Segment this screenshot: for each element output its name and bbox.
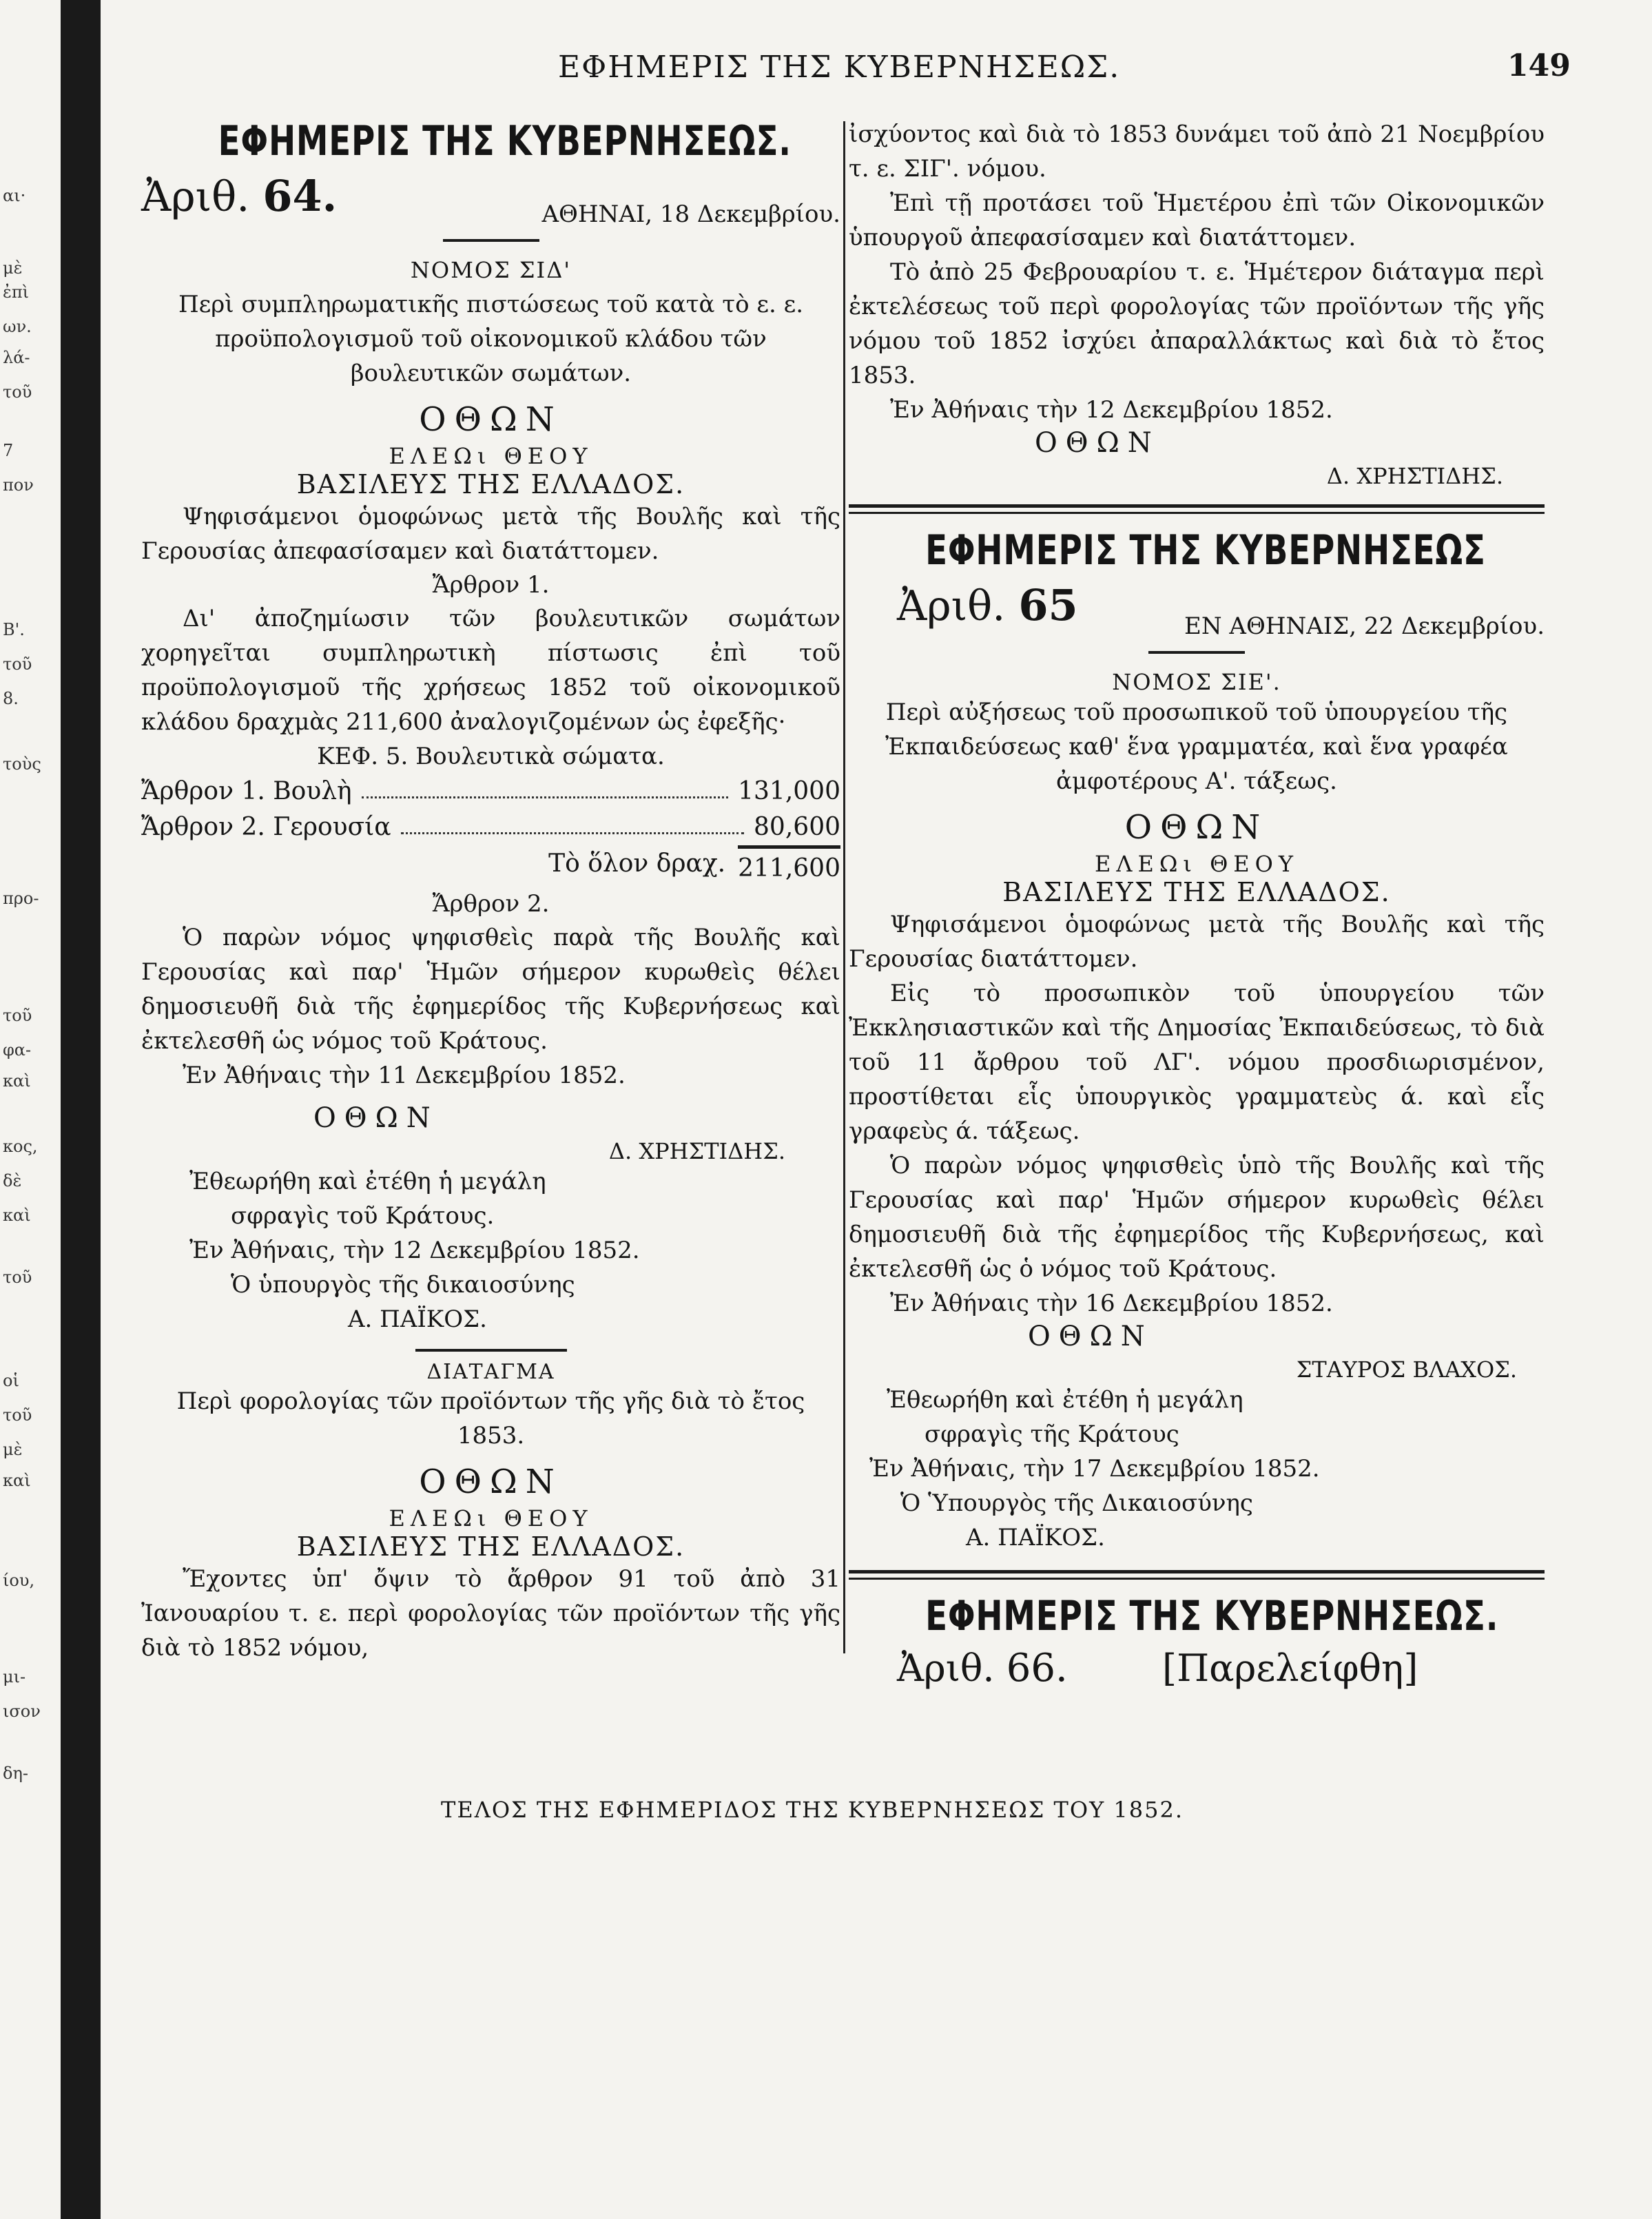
seal-date: Ἐν Ἀθήναις, τὴν 17 Δεκεμβρίου 1852.	[869, 1455, 1320, 1483]
margin-fragment: τοῦ	[3, 654, 32, 674]
section-rule	[849, 1570, 1545, 1580]
page-number: 149	[1507, 48, 1571, 83]
article-2-title: Ἄρθρον 2.	[432, 890, 550, 918]
seal-line-2: σφραγὶς τῆς Κράτους	[925, 1421, 1179, 1448]
king-title: ΒΑΣΙΛΕΥΣ ΤΗΣ ΕΛΛΑΔΟΣ.	[1002, 877, 1391, 907]
article-1-text: Δι' ἀποζημίωσιν τῶν βουλευτικῶν σωμάτων χορηγεῖται συμπληρωτικὴ πίστωσις ἐπὶ τοῦ προϋπολογισμοῦ τῆς χρήσεως 1852 τοῦ οἰκονομικοῦ κλάδου δραχμὰς 211,600 ἀναλογιζομένων ὡς ἐφεξῆς·	[141, 605, 840, 736]
chapter-heading: ΚΕΦ. 5. Βουλευτικὰ σώματα.	[317, 743, 665, 770]
margin-fragment: καὶ	[3, 1071, 31, 1091]
law-paragraph: Εἰς τὸ προσωπικὸν τοῦ ὑπουργείου τῶν Ἐκκλησιαστικῶν καὶ τῆς Δημοσίας Ἐκπαιδεύσεως, τὸ διὰ τοῦ 11 ἄρθρου τοῦ ΛΓ'. νόμου προσδιωρισμένον, προστίθεται εἷς ὑπουργικὸς γραμματεὺς ά. καὶ εἷς γραφεὺς ά. τάξεως.	[849, 980, 1545, 1145]
margin-fragment: τοὺς	[3, 754, 41, 774]
minister-signature: Δ. ΧΡΗΣΤΙΔΗΣ.	[1326, 463, 1503, 489]
masthead-64: ΕΦΗΜΕΡΙΣ ΤΗΣ ΚΥΒΕΡΝΗΣΕΩΣ.	[218, 117, 792, 165]
dateline-64: ΑΘΗΝΑΙ, 18 Δεκεμβρίου.	[541, 200, 840, 228]
book-binding-shadow	[61, 0, 101, 2219]
margin-fragment: καὶ	[3, 1206, 31, 1225]
budget-row-label: Ἄρθρον 2. Γερουσία	[141, 813, 391, 841]
margin-fragment: τοῦ	[3, 382, 32, 402]
seal-name: Α. ΠΑΪΚΟΣ.	[348, 1305, 487, 1333]
margin-fragment: προ-	[3, 889, 39, 908]
preamble: Ψηφισάμενοι ὁμοφώνως μετὰ τῆς Βουλῆς καὶ τῆς Γερουσίας διατάττομεν.	[849, 911, 1545, 973]
budget-row-amount: 131,000	[738, 777, 840, 805]
issue-label: Ἀριθ.	[897, 1647, 995, 1690]
issue-number-66	[897, 1646, 1545, 1691]
margin-fragment: λά-	[3, 348, 30, 367]
king-name: ΟΘΩΝ	[419, 400, 563, 439]
budget-total	[141, 845, 840, 887]
total-amount: 211,600	[738, 845, 840, 887]
divider	[443, 239, 539, 242]
margin-fragment: οἱ	[3, 1371, 19, 1390]
margin-fragment: μὲ	[3, 258, 23, 278]
law-subject-214: Περὶ συμπληρωματικῆς πιστώσεως τοῦ κατὰ τὸ ε. ε. προϋπολογισμοῦ τοῦ οἰκονομικοῦ κλάδου τῶν βουλευτικῶν σωμάτων.	[178, 291, 804, 387]
king-title: ΒΑΣΙΛΕΥΣ ΤΗΣ ΕΛΛΑΔΟΣ.	[296, 1531, 685, 1562]
margin-fragment: Β'.	[3, 620, 25, 639]
minister-signature: ΣΤΑΥΡΟΣ ΒΛΑΧΟΣ.	[1296, 1356, 1517, 1383]
section-rule	[849, 504, 1545, 514]
seal-role: Ὁ Ὑπουργὸς τῆς Δικαιοσύνης	[900, 1489, 1253, 1517]
margin-fragment: 8.	[3, 689, 19, 708]
law-paragraph: Ὁ παρὼν νόμος ψηφισθεὶς ὑπὸ τῆς Βουλῆς καὶ τῆς Γερουσίας καὶ παρ' Ἡμῶν σήμερον κυρωθεὶς θέλει δημοσιευθῆ διὰ τῆς ἐφημερίδος τῆς Κυβερνήσεως, καὶ ἐκτελεσθῆ ὡς ὁ νόμος τοῦ Κράτους.	[849, 1152, 1545, 1283]
margin-fragment: καὶ	[3, 1471, 31, 1490]
end-of-gazette-note: ΤΕΛΟΣ ΤΗΣ ΕΦΗΜΕΡΙΔΟΣ ΤΗΣ ΚΥΒΕΡΝΗΣΕΩΣ ΤΟΥ 1852.	[441, 1797, 1184, 1823]
given-date: Ἐν Ἀθήναις τὴν 11 Δεκεμβρίου 1852.	[183, 1062, 626, 1089]
given-date: Ἐν Ἀθήναις τὴν 16 Δεκεμβρίου 1852.	[890, 1290, 1333, 1317]
dot-leader	[362, 774, 729, 798]
margin-fragment: φα-	[3, 1040, 32, 1060]
seal-line-1: Ἐθεωρήθη καὶ ἐτέθη ἡ μεγάλη	[189, 1168, 546, 1195]
continuation-text: Ἐπὶ τῇ προτάσει τοῦ Ἡμετέρου ἐπὶ τῶν Οἰκονομικῶν ὑπουργοῦ ἀπεφασίσαμεν καὶ διατάττομεν.	[849, 189, 1545, 251]
margin-fragment: αι·	[3, 186, 26, 205]
article-1-title: Ἄρθρον 1.	[432, 571, 550, 599]
masthead-66: ΕΦΗΜΕΡΙΣ ΤΗΣ ΚΥΒΕΡΝΗΣΕΩΣ.	[925, 1592, 1499, 1640]
budget-row	[141, 809, 840, 845]
margin-fragment: μὲ	[3, 1440, 23, 1459]
law-title-214: ΝΟΜΟΣ ΣΙΔ'	[410, 257, 572, 283]
seal-role: Ὁ ὑπουργὸς τῆς δικαιοσύνης	[231, 1271, 575, 1299]
masthead-65: ΕΦΗΜΕΡΙΣ ΤΗΣ ΚΥΒΕΡΝΗΣΕΩΣ	[925, 526, 1486, 575]
issue-label: Ἀριθ.	[897, 582, 1006, 630]
by-grace-of-god: ΕΛΕΩι ΘΕΟΥ	[1094, 851, 1299, 877]
left-column	[141, 117, 840, 1665]
omitted-note: [Παρελείφθη]	[1162, 1647, 1418, 1690]
margin-fragment: 7	[3, 441, 14, 460]
continuation-text: Τὸ ἀπὸ 25 Φεβρουαρίου τ. ε. Ἡμέτερον διάταγμα περὶ ἐκτελέσεως τοῦ περὶ φορολογίας τῶν προϊόντων τῆς γῆς νόμου τοῦ 1852 ἰσχύει ἀπαραλλάκτως καὶ διὰ τὸ ἔτος 1853.	[849, 258, 1545, 389]
dateline-65: ΕΝ ΑΘΗΝΑΙΣ, 22 Δεκεμβρίου.	[1184, 612, 1545, 640]
continuation-text: ἰσχύοντος καὶ διὰ τὸ 1853 δυνάμει τοῦ ἀπὸ 21 Νοεμβρίου τ. ε. ΣΙΓ'. νόμου.	[849, 121, 1545, 183]
margin-fragment: κος,	[3, 1137, 38, 1156]
margin-fragment: δὲ	[3, 1171, 22, 1190]
issue-number: 64.	[262, 171, 338, 221]
given-date: Ἐν Ἀθήναις τὴν 12 Δεκεμβρίου 1852.	[890, 396, 1333, 424]
margin-fragment: πον	[3, 475, 34, 495]
king-signature: ΟΘΩΝ	[313, 1102, 439, 1134]
king-name: ΟΘΩΝ	[419, 1463, 563, 1501]
seal-date: Ἐν Ἀθήναις, τὴν 12 Δεκεμβρίου 1852.	[189, 1237, 640, 1264]
margin-fragment: ων.	[3, 317, 32, 336]
king-name: ΟΘΩΝ	[1124, 808, 1269, 847]
issue-number: 65	[1018, 580, 1078, 630]
total-label: Τὸ ὅλον δραχ.	[548, 849, 726, 878]
seal-line-2: σφραγὶς τοῦ Κράτους.	[231, 1202, 495, 1230]
king-title: ΒΑΣΙΛΕΥΣ ΤΗΣ ΕΛΛΑΔΟΣ.	[296, 469, 685, 499]
issue-label: Ἀριθ.	[141, 173, 250, 221]
margin-fragment: τοῦ	[3, 1405, 32, 1425]
seal-name: Α. ΠΑΪΚΟΣ.	[966, 1524, 1105, 1551]
running-head: ΕΦΗΜΕΡΙΣ ΤΗΣ ΚΥΒΕΡΝΗΣΕΩΣ.	[558, 50, 1121, 85]
king-signature: ΟΘΩΝ	[1028, 1321, 1153, 1352]
decree-subject: Περὶ φορολογίας τῶν προϊόντων τῆς γῆς διὰ τὸ ἔτος 1853.	[176, 1387, 805, 1449]
issue-number: 66.	[1006, 1646, 1068, 1691]
by-grace-of-god: ΕΛΕΩι ΘΕΟΥ	[389, 443, 593, 469]
divider	[415, 1349, 567, 1352]
margin-fragment: μι-	[3, 1667, 26, 1686]
margin-fragment: δη-	[3, 1764, 28, 1783]
dot-leader	[401, 809, 744, 834]
budget-row-label: Ἄρθρον 1. Βουλὴ	[141, 777, 352, 805]
margin-fragment: ισον	[3, 1702, 41, 1721]
divider	[1148, 651, 1245, 654]
article-2-text: Ὁ παρὼν νόμος ψηφισθεὶς παρὰ τῆς Βουλῆς καὶ Γερουσίας καὶ παρ' Ἡμῶν σήμερον κυρωθεὶς θέλει δημοσιευθῆ διὰ τῆς ἐφημερίδος τῆς Κυβερνήσεως καὶ ἐκτελεσθῆ ὡς νόμος τοῦ Κράτους.	[141, 924, 840, 1055]
preamble: Ψηφισάμενοι ὁμοφώνως μετὰ τῆς Βουλῆς καὶ τῆς Γερουσίας ἀπεφασίσαμεν καὶ διατάττομεν.	[141, 503, 840, 565]
column-rule	[843, 121, 845, 1653]
king-signature: ΟΘΩΝ	[1035, 427, 1160, 459]
budget-row-amount: 80,600	[754, 813, 840, 841]
law-title-215: ΝΟΜΟΣ ΣΙΕ'.	[1112, 669, 1281, 695]
margin-fragment: τοῦ	[3, 1006, 32, 1025]
seal-line-1: Ἐθεωρήθη καὶ ἐτέθη ἡ μεγάλη	[887, 1386, 1243, 1414]
decree-title: ΔΙΑΤΑΓΜΑ	[426, 1360, 555, 1384]
minister-signature: Δ. ΧΡΗΣΤΙΔΗΣ.	[608, 1138, 785, 1164]
law-subject-215: Περὶ αὐξήσεως τοῦ προσωπικοῦ τοῦ ὑπουργείου τῆς Ἐκπαιδεύσεως καθ' ἕνα γραμματέα, καὶ ἕνα γραφέα ἀμφοτέρους Α'. τάξεως.	[885, 699, 1508, 795]
by-grace-of-god: ΕΛΕΩι ΘΕΟΥ	[389, 1505, 593, 1531]
budget-row	[141, 774, 840, 809]
margin-fragment: τοῦ	[3, 1268, 32, 1287]
decree-text: Ἔχοντες ὑπ' ὄψιν τὸ ἄρθρον 91 τοῦ ἀπὸ 31 Ἰανουαρίου τ. ε. περὶ φορολογίας τῶν προϊόντων τῆς γῆς διὰ τὸ 1852 νόμου,	[141, 1565, 840, 1662]
margin-fragment: ίου,	[3, 1571, 35, 1590]
right-column	[849, 117, 1545, 1691]
margin-fragment: ἐπὶ	[3, 282, 30, 302]
margin-strip	[0, 0, 59, 2219]
